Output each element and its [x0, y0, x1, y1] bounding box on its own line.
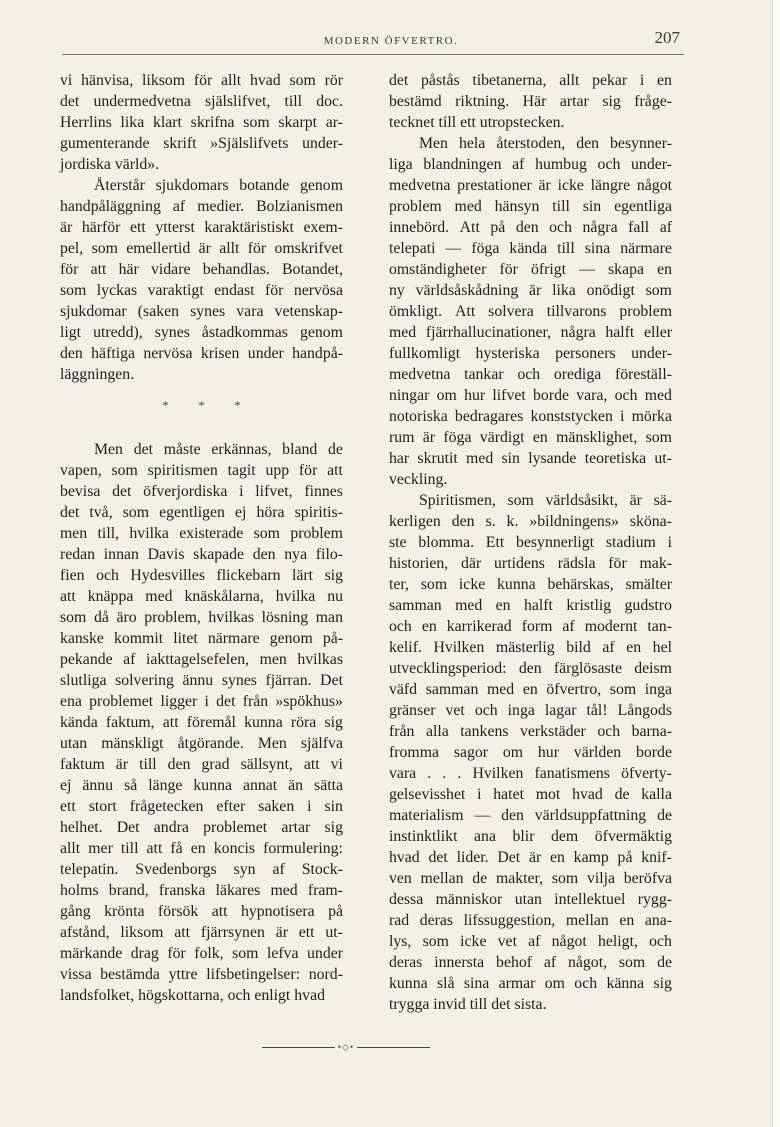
text-line: bevisa det öfverjordiska i lifvet, finnes: [60, 483, 343, 500]
text-line: är härför ett ytterst karaktäristiskt exem-: [60, 219, 343, 236]
text-line: handpåläggning af medier. Bolzianismen: [60, 198, 343, 215]
text-line: och en karrikerad form af modernt tan-: [389, 618, 672, 635]
text-line: vapen, som spiritismen tagit upp för att: [60, 462, 343, 479]
text-line: har skrutit med sin lysande teoretiska ut-: [389, 450, 672, 467]
text-line: gumenterande skrift »Själslifvets under-: [60, 135, 343, 152]
text-line: gelsevisshet i hatet mot hvad de kalla: [389, 786, 672, 803]
text-line: utvecklingsperiod: den färglösaste deism: [389, 660, 672, 677]
running-head: MODERN ÖFVERTRO.: [323, 35, 459, 47]
right-column: [389, 70, 672, 1015]
text-line: hvad det lider. Det är en kamp på knif-: [389, 849, 672, 866]
text-line: dessa människor utan intellektuel rygg-: [389, 891, 672, 908]
text-line: ny världsåskådning är lika onödigt som: [389, 282, 672, 299]
text-line: slutliga solvering ännu synes fjärran. Det: [60, 672, 343, 689]
text-line: vissa bestämda yttre lifsbetingelser: nord-: [60, 966, 343, 983]
text-line: ömkligt. Att solvera tillvarons problem: [389, 303, 672, 320]
text-line: historien, där urtidens rädsla för mak-: [389, 555, 672, 572]
text-line: väfd samman med en öfvertro, som inga: [389, 681, 672, 698]
text-line: sjukdomar (saken synes vara vetenskap-: [60, 303, 343, 320]
text-line: afstånd, liksom att fjärrsynen är ett ut-: [60, 924, 343, 941]
text-line: jordiska värld».: [60, 156, 160, 173]
text-line: lys, som icke vet af något heligt, och: [389, 933, 672, 950]
text-line: som lyckas varaktigt endast för nervösa: [60, 282, 343, 299]
text-line: telepati — föga kända till sina närmare: [389, 240, 672, 257]
asterisk: *: [198, 397, 205, 412]
text-line: Spiritismen, som världsåsikt, är sä-: [419, 492, 672, 509]
text-line: helhet. Det andra problemet artar sig: [60, 819, 343, 836]
text-line: ena problemet ligger i det från »spökhus»: [60, 693, 343, 710]
text-line: rad deras lifssuggestion, mellan en ana-: [389, 912, 672, 929]
text-line: läggningen.: [60, 366, 135, 383]
text-line: utan mänskligt åtgörande. Men själfva: [60, 735, 343, 752]
text-line: ej ännu så länge kunna annat än sätta: [60, 777, 343, 794]
text-line: veckling.: [389, 471, 448, 488]
text-line: Men det måste erkännas, bland de: [94, 441, 343, 458]
text-line: men till, hvilka existerade som problem: [60, 525, 343, 542]
text-line: vi hänvisa, liksom för allt hvad som rör: [60, 72, 343, 89]
text-line: fromma sagor om hur världen borde: [389, 744, 672, 761]
text-line: kanske kommit litet närmare genom på-: [60, 630, 343, 647]
text-line: ningar om hur lifvet borde vara, och med: [389, 387, 672, 404]
text-line: som då äro problem, hvilkas lösning man: [60, 609, 343, 626]
text-line: Återstår sjukdomars botande genom: [94, 177, 343, 194]
text-line: bestämd riktning. Här artar sig fråge-: [389, 93, 672, 110]
asterisk: *: [234, 397, 241, 412]
text-line: trygga invid till det sista.: [389, 996, 547, 1013]
text-line: pekande af iakttagelsefelen, men hvilkas: [60, 651, 343, 668]
left-column: [60, 70, 343, 1006]
text-line: medvetna tankar och oredigа föreställ-: [389, 366, 672, 383]
text-line: det två, som egentligen ej höra spiritis-: [60, 504, 343, 521]
text-line: fien och Hydesvilles flickebarn lärt sig: [60, 567, 343, 584]
text-line: för att här vidare behandlas. Botandet,: [60, 261, 343, 278]
text-line: kelif. Hvilken mästerlig bild af en hel: [389, 639, 672, 656]
text-line: landsfolket, högskottarna, och enligt hvad: [60, 987, 325, 1004]
text-line: rum är föga värdigt en mänsklighet, som: [389, 429, 672, 446]
text-line: kerligen den s. k. »bildningens» sköna-: [389, 513, 672, 530]
section-separator: [60, 385, 343, 425]
text-line: kända faktum, att föremål kunna röra sig: [60, 714, 343, 731]
text-line: problem med hänsyn till sin egentliga: [389, 198, 672, 215]
text-line: Men hela återstoden, den besynner-: [419, 135, 672, 152]
ornament-rule-left: [262, 1047, 335, 1048]
text-line: deras innersta behof af något, som de: [389, 954, 672, 971]
end-ornament: [262, 1042, 430, 1052]
text-line: med fjärrhallucinationer, några halft eller: [389, 324, 672, 341]
text-line: instinktlikt ana blir dem öfvermäktig: [389, 828, 672, 845]
text-line: redan innan Davis skapade den nya filo-: [60, 546, 343, 563]
text-line: liga blandningen af humbug och under-: [389, 156, 672, 173]
text-line: ste blomma. Ett besynnerligt stadium i: [389, 534, 672, 551]
text-line: faktum är till den grad sällsynt, att vi: [60, 756, 343, 773]
text-line: ven mellan de makter, som vilja beröfva: [389, 870, 672, 887]
text-line: ligt utredd), synes åstadkommas genom: [60, 324, 343, 341]
text-line: att knäppa med knäskålarna, hvilka nu: [60, 588, 343, 605]
text-line: ter, som icke kunna behärskas, smälter: [389, 576, 672, 593]
text-line: omständigheter för öfrigt — skapa en: [389, 261, 672, 278]
text-line: holms brand, franska läkares med fram-: [60, 882, 343, 899]
text-line: innebörd. Att på den och några fall af: [389, 219, 672, 236]
text-line: det påstås tibetanerna, allt pekar i en: [389, 72, 672, 89]
ornament-glyph: •◇•: [337, 1041, 355, 1052]
text-line: kunna slå sina armar om och känna sig: [389, 975, 672, 992]
text-line: medvetna prestationer är icke längre något: [389, 177, 672, 194]
text-line: allt mer till att få en koncis formulering:: [60, 840, 343, 857]
text-line: vara . . . Hvilken fanatismens öfverty-: [389, 765, 672, 782]
text-line: notoriska bedragares konststycken i mörka: [389, 408, 672, 425]
text-line: pel, som emellertid är allt för omskrifvet: [60, 240, 343, 257]
text-line: gränser vet och inga lagar tål! Långods: [389, 702, 672, 719]
text-line: telepatin. Svedenborgs syn af Stock-: [60, 861, 343, 878]
text-line: Herrlins lika klart skrifna som skarpt ar-: [60, 114, 343, 131]
text-line: fullkomligt hysteriska personers under-: [389, 345, 672, 362]
text-line: gång krönta försök att hypnotisera på: [60, 903, 343, 920]
text-line: den häftiga nervösa krisen under handpå-: [60, 345, 343, 362]
text-line: tecknet till ett utropstecken.: [389, 114, 565, 131]
text-line: materialism — den världsuppfattning de: [389, 807, 672, 824]
text-line: ett stort frågetecken efter saken i sin: [60, 798, 343, 815]
text-line: samman med en halft kristlig gudstro: [389, 597, 672, 614]
text-line: det undermedvetna själslifvet, till doc.: [60, 93, 343, 110]
section-gap: [60, 425, 343, 439]
page-number: 207: [654, 28, 680, 47]
text-line: från alla tankens verkstäder och barna-: [389, 723, 672, 740]
page-edge: [772, 0, 780, 1127]
text-line: märkande drag för folk, som lefva under: [60, 945, 343, 962]
ornament-rule-right: [357, 1047, 430, 1048]
asterisk: *: [162, 397, 169, 412]
page-header: [62, 28, 684, 55]
